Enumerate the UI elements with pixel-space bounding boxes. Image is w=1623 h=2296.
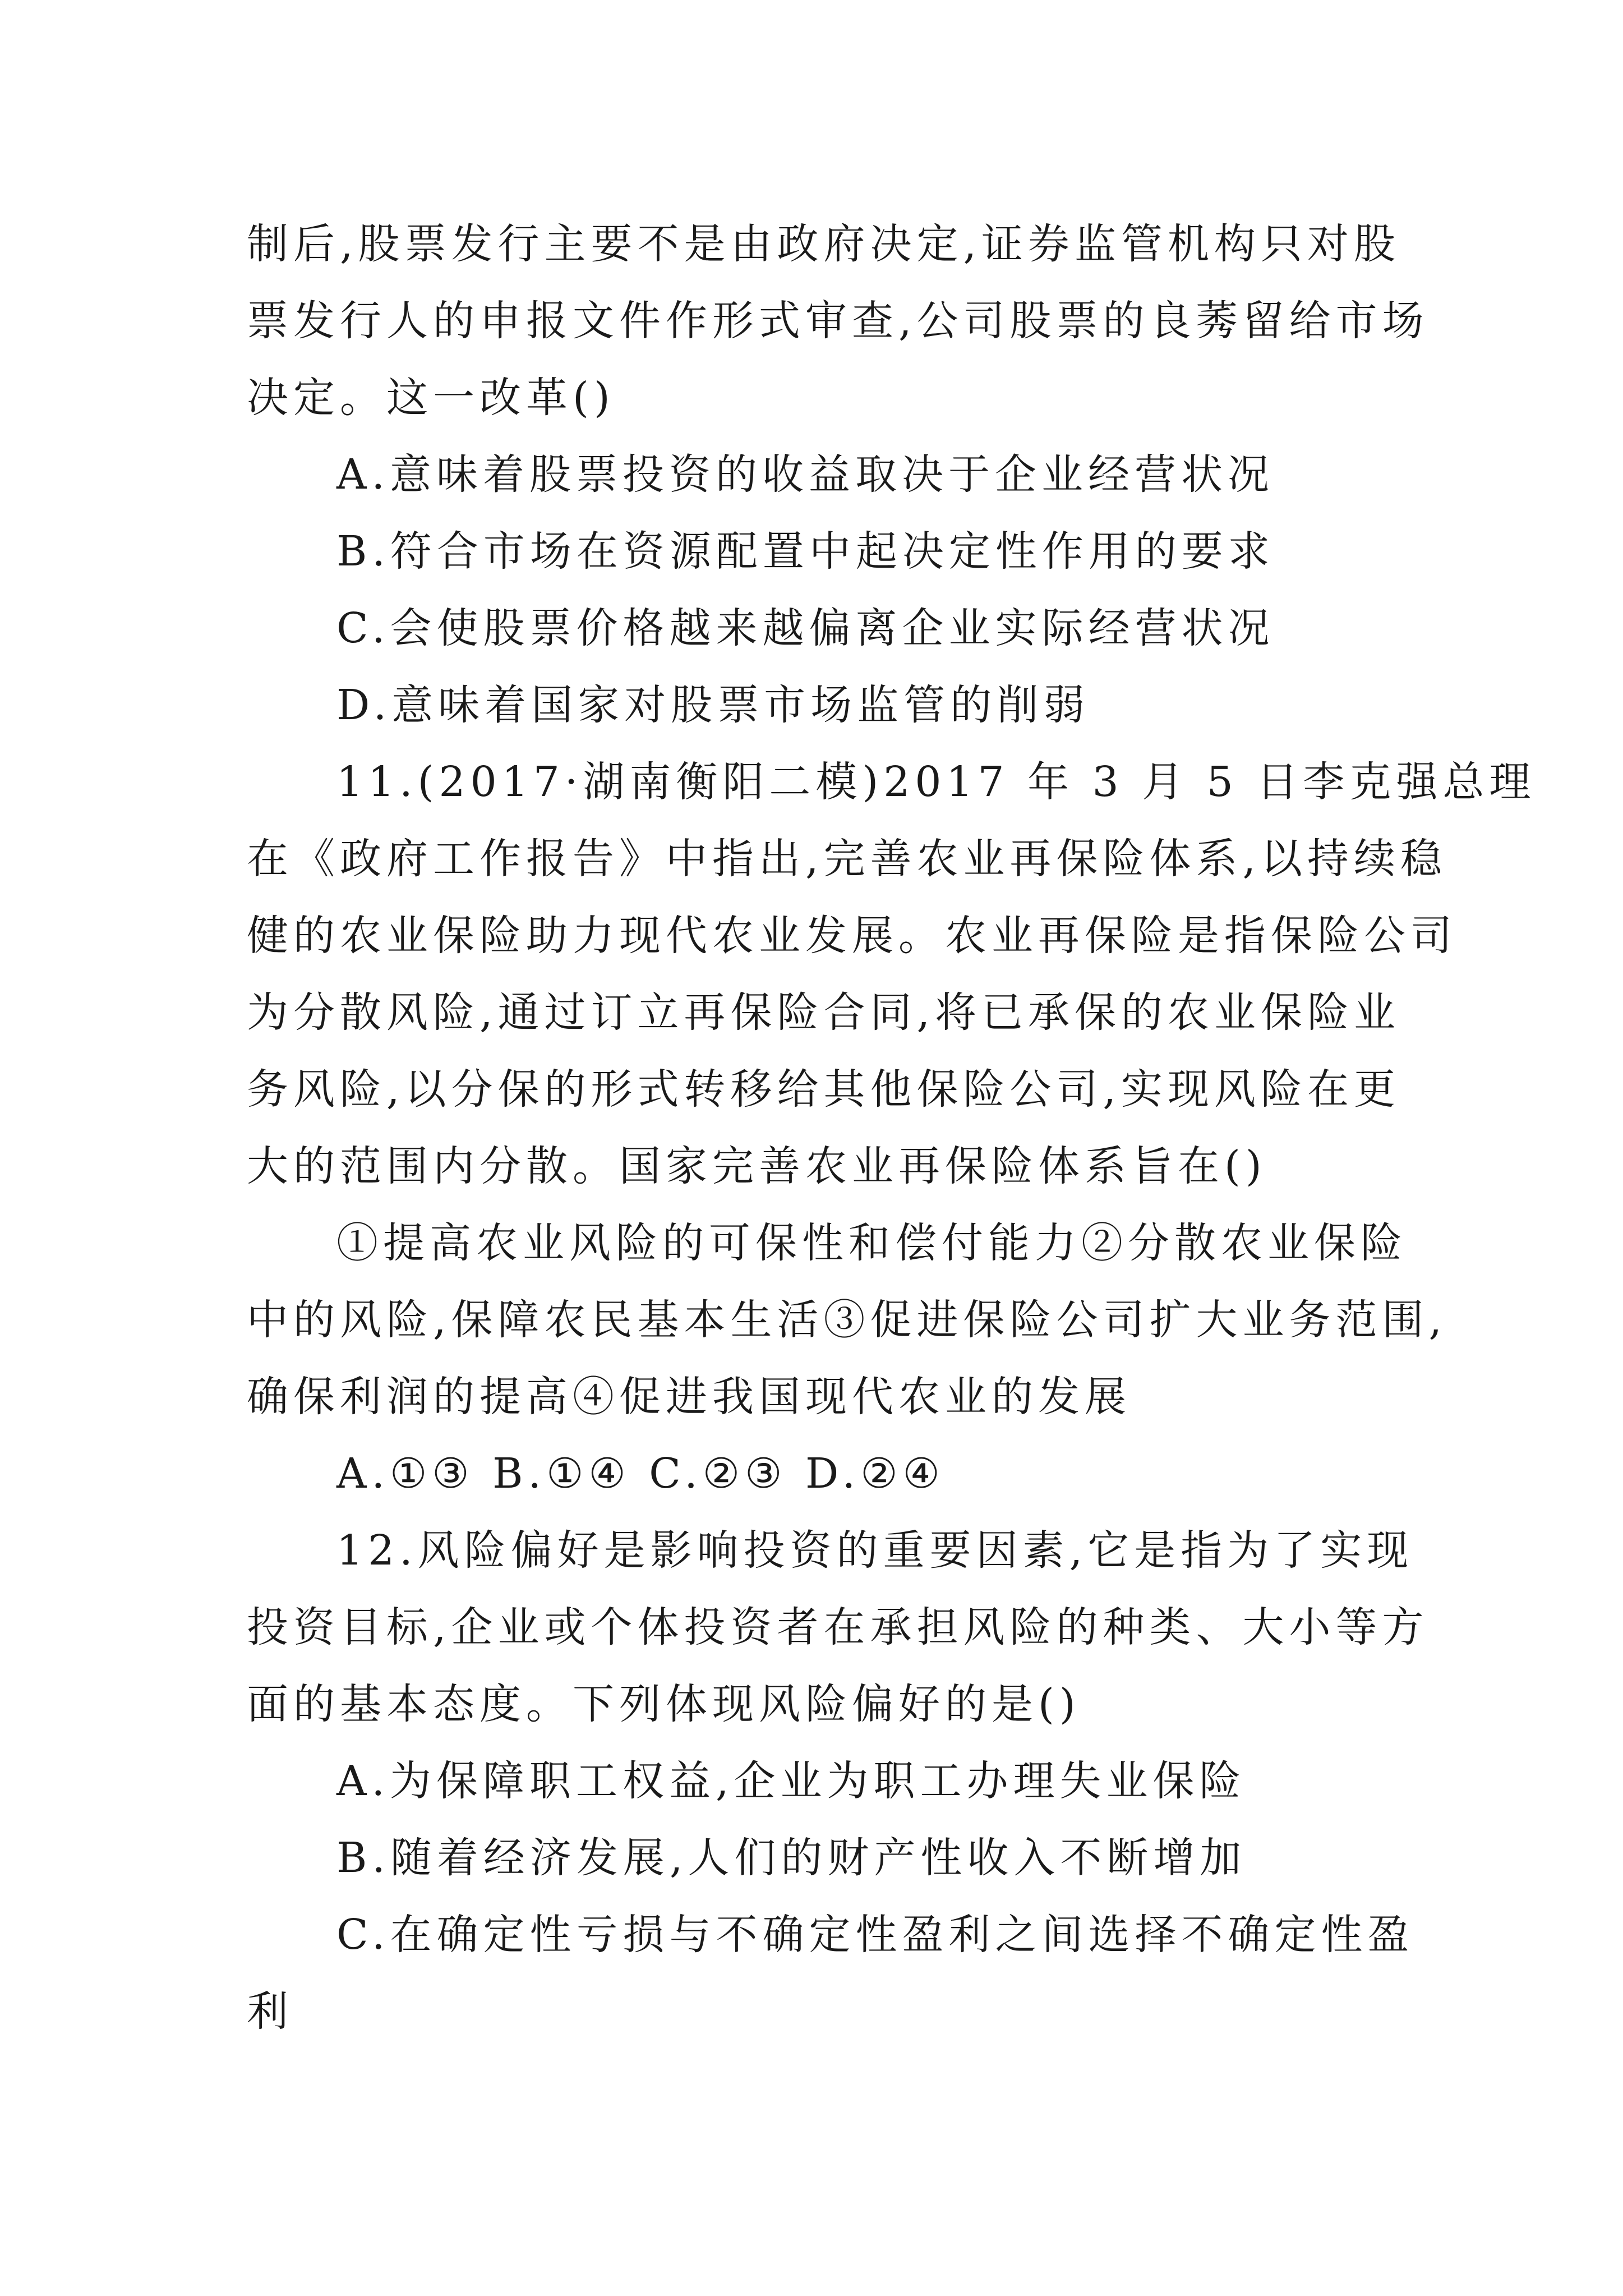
- option-line: A.意味着股票投资的收益取决于企业经营状况: [336, 450, 1274, 499]
- option-line: C.会使股票价格越来越偏离企业实际经营状况: [336, 604, 1275, 652]
- text-line: 大的范围内分散。国家完善农业再保险体系旨在(): [247, 1142, 1267, 1190]
- question-11-start: 11.(2017·湖南衡阳二模)2017 年 3 月 5 日李克强总理: [336, 758, 1536, 806]
- text-line: 面的基本态度。下列体现风险偏好的是(): [247, 1680, 1081, 1728]
- text-line: 健的农业保险助力现代农业发展。农业再保险是指保险公司: [247, 912, 1457, 960]
- text-line: 利: [247, 1987, 293, 2036]
- text-line: 务风险,以分保的形式转移给其他保险公司,实现风险在更: [247, 1065, 1401, 1114]
- option-line: B.随着经济发展,人们的财产性收入不断增加: [336, 1834, 1247, 1882]
- question-12-start: 12.风险偏好是影响投资的重要因素,它是指为了实现: [336, 1526, 1414, 1575]
- statement-line: ①提高农业风险的可保性和偿付能力②分散农业保险: [336, 1219, 1407, 1267]
- text-line: 确保利润的提高④促进我国现代农业的发展: [247, 1373, 1131, 1421]
- text-line: 制后,股票发行主要不是由政府决定,证券监管机构只对股: [247, 220, 1401, 268]
- option-line: C.在确定性亏损与不确定性盈利之间选择不确定性盈: [336, 1911, 1414, 1959]
- text-line: 中的风险,保障农民基本生活③促进保险公司扩大业务范围,: [247, 1296, 1447, 1344]
- text-line: 票发行人的申报文件作形式审查,公司股票的良莠留给市场: [247, 297, 1429, 345]
- text-line: 在《政府工作报告》中指出,完善农业再保险体系,以持续稳: [247, 835, 1447, 883]
- text-line: 投资目标,企业或个体投资者在承担风险的种类、大小等方: [247, 1603, 1429, 1651]
- option-line: A.①③ B.①④ C.②③ D.②④: [336, 1450, 945, 1498]
- option-line: B.符合市场在资源配置中起决定性作用的要求: [336, 527, 1275, 576]
- text-line: 为分散风险,通过订立再保险合同,将已承保的农业保险业: [247, 988, 1401, 1037]
- option-line: D.意味着国家对股票市场监管的削弱: [336, 681, 1090, 729]
- option-line: A.为保障职工权益,企业为职工办理失业保险: [336, 1757, 1246, 1805]
- text-line: 决定。这一改革(): [247, 374, 615, 422]
